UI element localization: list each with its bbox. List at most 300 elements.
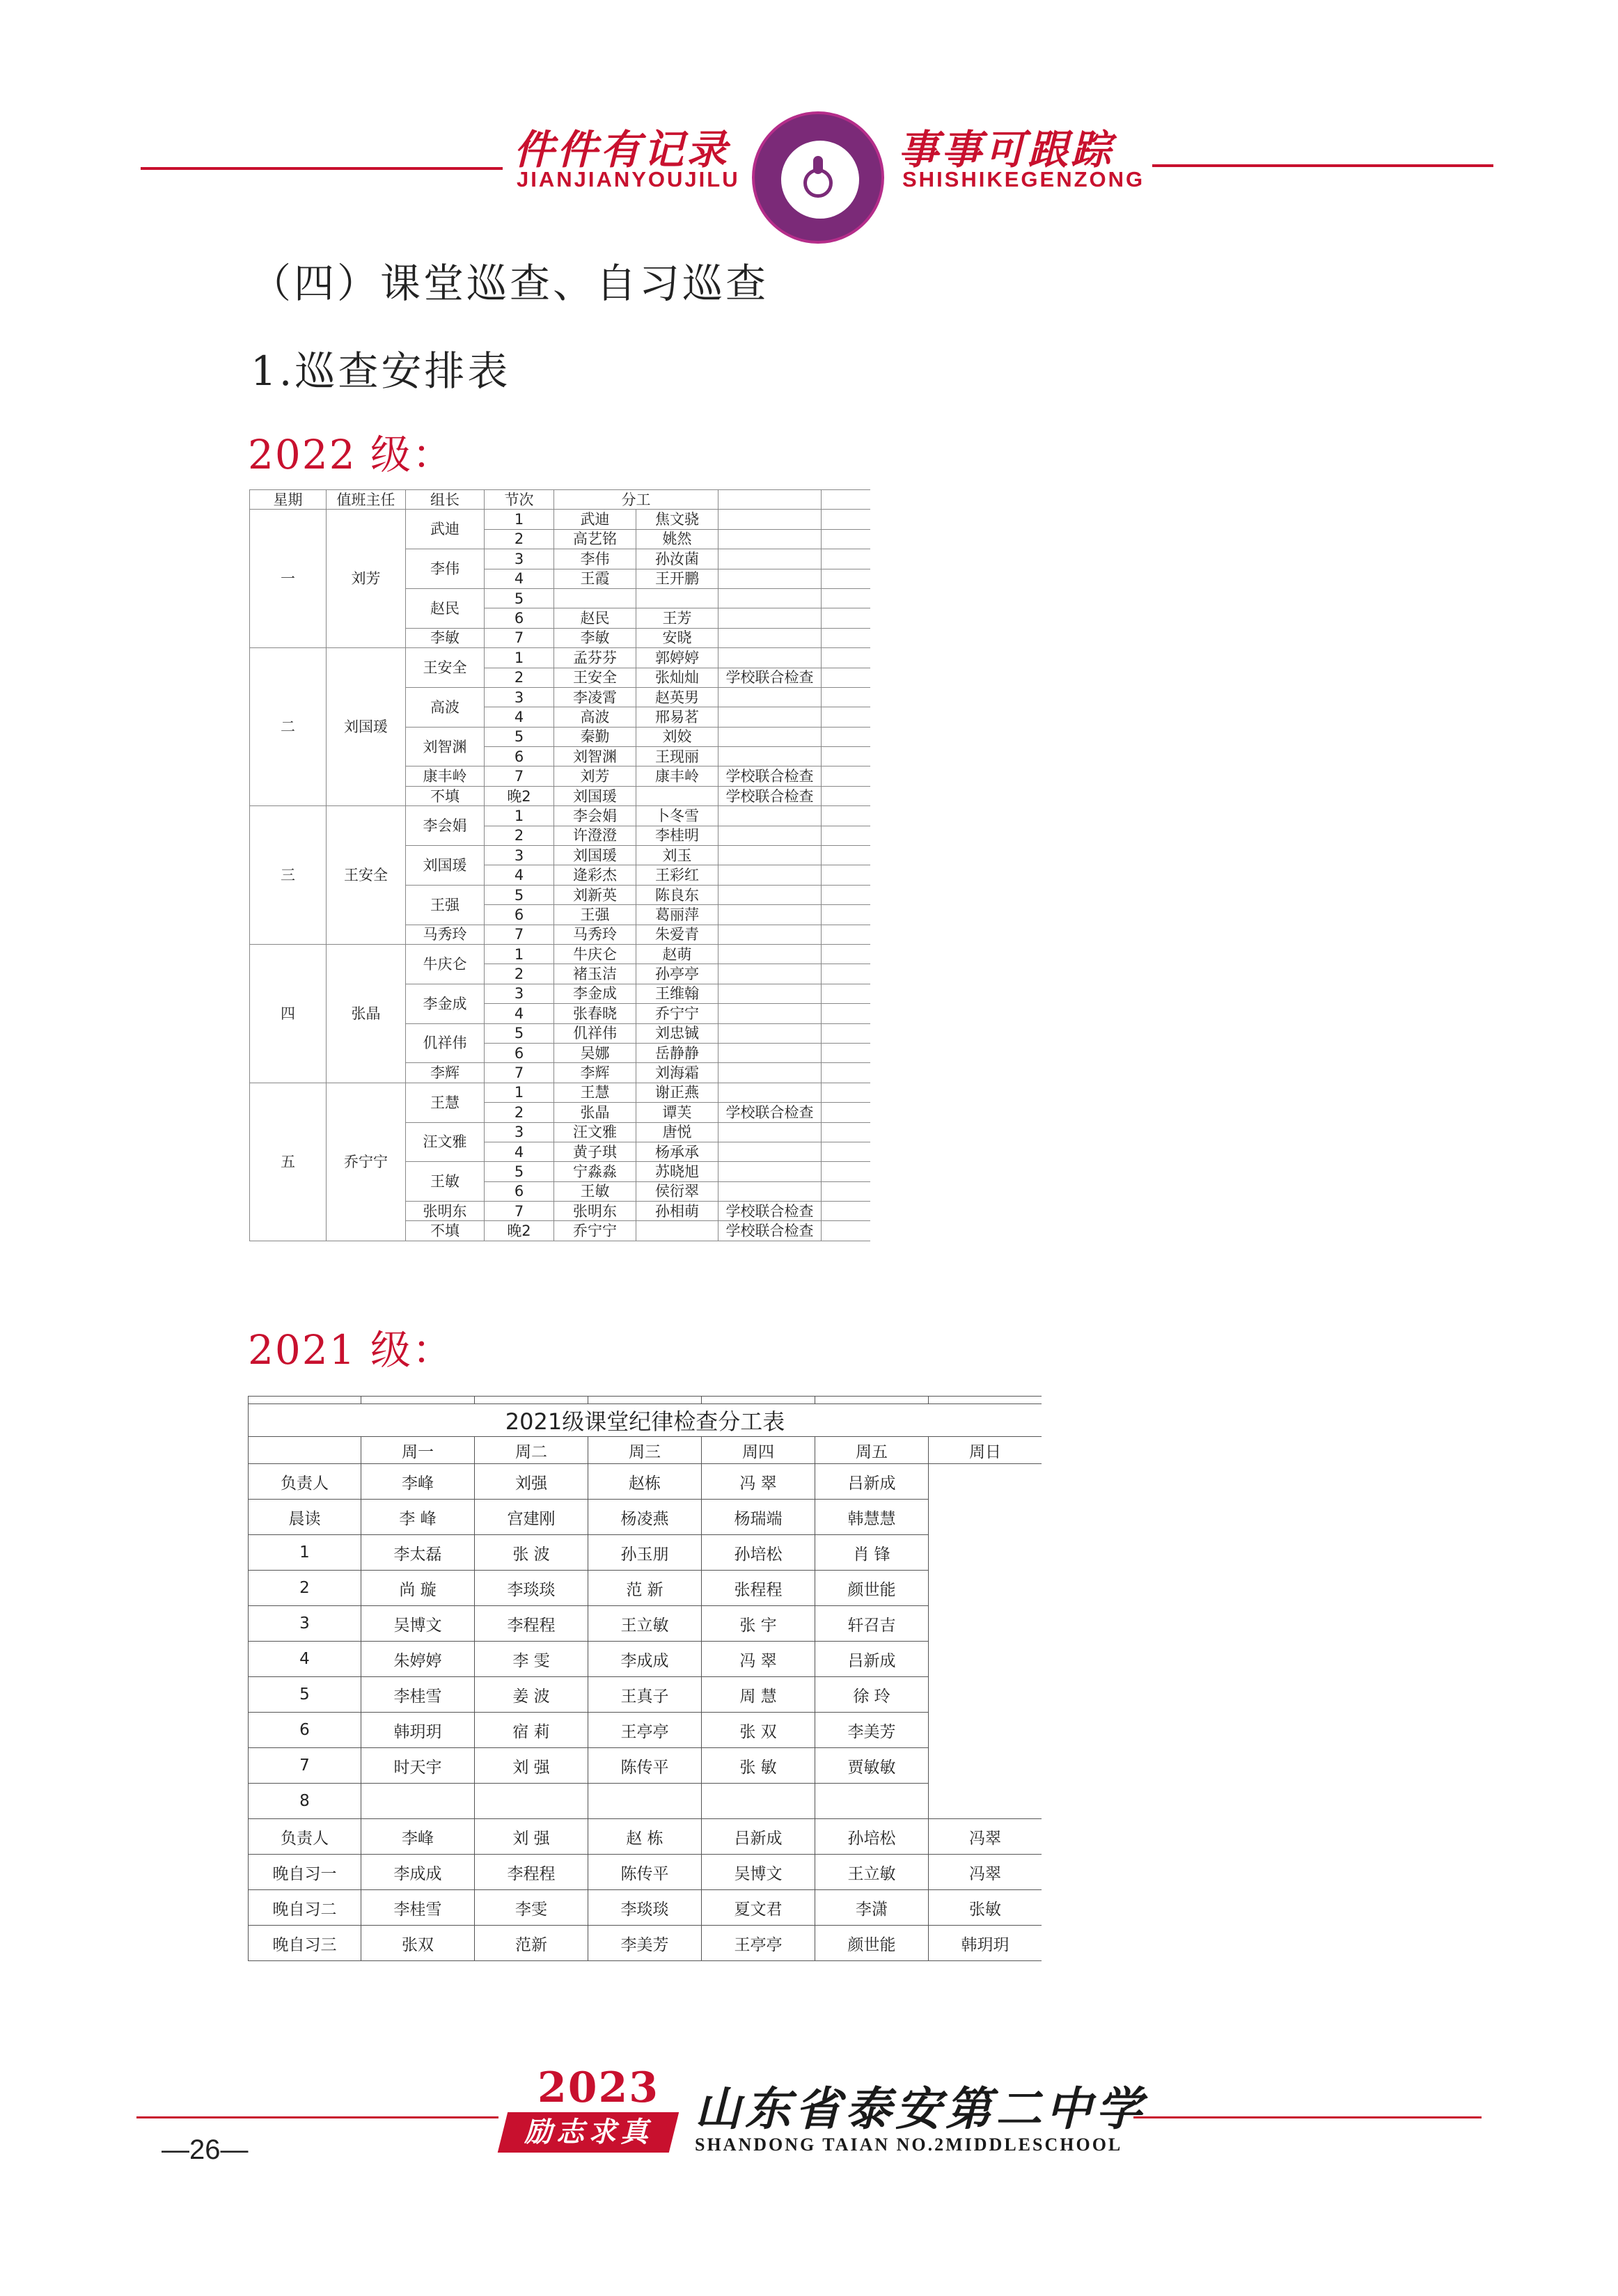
note-cell bbox=[718, 1142, 822, 1161]
note-cell bbox=[718, 747, 822, 766]
group-leader-cell: 李会娟 bbox=[406, 806, 485, 846]
assignee-cell: 王安全 bbox=[554, 668, 636, 687]
empty-cell bbox=[822, 648, 871, 668]
assignee-cell: 王亭亭 bbox=[588, 1713, 702, 1748]
assignee-cell: 刘新英 bbox=[554, 885, 636, 904]
weekday-cell: 四 bbox=[250, 944, 327, 1083]
assignee-cell: 李美芳 bbox=[815, 1713, 929, 1748]
assignee-cell: 吕新成 bbox=[702, 1819, 815, 1855]
empty-cell bbox=[822, 984, 871, 1003]
duty-director-cell: 张晶 bbox=[327, 944, 406, 1083]
assignee-cell: 王真子 bbox=[588, 1677, 702, 1713]
duty-director-cell: 刘芳 bbox=[327, 510, 406, 648]
empty-cell bbox=[588, 1397, 702, 1404]
table-2021-row bbox=[249, 1677, 1042, 1713]
assignee-cell: 唐悦 bbox=[636, 1122, 718, 1142]
group-leader-cell: 李金成 bbox=[406, 984, 485, 1023]
note-cell: 学校联合检查 bbox=[718, 668, 822, 687]
assignee-cell: 马秀玲 bbox=[554, 925, 636, 944]
assignee-cell: 吴娜 bbox=[554, 1043, 636, 1062]
weekday-cell: 三 bbox=[250, 806, 327, 945]
assignee-cell: 杨承承 bbox=[636, 1142, 718, 1161]
period-cell: 5 bbox=[485, 727, 554, 746]
row-label-cell: 4 bbox=[249, 1642, 361, 1677]
assignee-cell: 刘国瑗 bbox=[554, 786, 636, 805]
table-2021-header-cell: 周五 bbox=[815, 1437, 929, 1464]
assignee-cell: 冯翠 bbox=[929, 1819, 1042, 1855]
assignee-cell: 黄子琪 bbox=[554, 1142, 636, 1161]
note-cell bbox=[718, 905, 822, 925]
section-title: （四）课堂巡查、自习巡查 bbox=[251, 260, 769, 307]
note-cell bbox=[718, 1162, 822, 1181]
assignee-cell: 李程程 bbox=[475, 1855, 588, 1890]
table-2021-header-cell: 周二 bbox=[475, 1437, 588, 1464]
row-label-cell: 2 bbox=[249, 1571, 361, 1606]
assignee-cell: 张 波 bbox=[475, 1535, 588, 1571]
period-cell: 4 bbox=[485, 569, 554, 588]
duty-director-cell: 刘国瑗 bbox=[327, 648, 406, 806]
assignee-cell: 赵英男 bbox=[636, 687, 718, 707]
assignee-cell: 孙相萌 bbox=[636, 1202, 718, 1221]
group-leader-cell: 李伟 bbox=[406, 549, 485, 589]
note-cell bbox=[718, 1023, 822, 1043]
period-cell: 2 bbox=[485, 964, 554, 984]
assignee-cell: 张春晓 bbox=[554, 1004, 636, 1023]
note-cell: 学校联合检查 bbox=[718, 786, 822, 805]
empty-cell bbox=[822, 865, 871, 885]
period-cell: 1 bbox=[485, 806, 554, 826]
empty-cell bbox=[822, 964, 871, 984]
assignee-cell: 王维翰 bbox=[636, 984, 718, 1003]
group-leader-cell: 武迪 bbox=[406, 510, 485, 549]
assignee-cell: 王霞 bbox=[554, 569, 636, 588]
assignee-cell: 张 双 bbox=[702, 1713, 815, 1748]
period-cell: 3 bbox=[485, 687, 554, 707]
grade-2021-label: 2021 级： bbox=[248, 1326, 455, 1374]
assignee-cell: 吕新成 bbox=[815, 1464, 929, 1500]
assignee-cell: 赵萌 bbox=[636, 944, 718, 964]
duty-director-cell: 王安全 bbox=[327, 806, 406, 945]
assignee-cell: 王彩红 bbox=[636, 865, 718, 885]
period-cell: 5 bbox=[485, 1023, 554, 1043]
assignee-cell: 李辉 bbox=[554, 1063, 636, 1083]
school-seal-logo bbox=[752, 111, 884, 244]
assignee-cell bbox=[361, 1784, 475, 1819]
assignee-cell: 韩慧慧 bbox=[815, 1500, 929, 1535]
assignee-cell: 范新 bbox=[475, 1926, 588, 1961]
assignee-cell: 李琰琰 bbox=[475, 1571, 588, 1606]
empty-cell bbox=[822, 1083, 871, 1102]
assignee-cell: 陈良东 bbox=[636, 885, 718, 904]
group-leader-cell: 不填 bbox=[406, 786, 485, 805]
assignee-cell: 李雯 bbox=[475, 1890, 588, 1926]
empty-cell bbox=[822, 944, 871, 964]
empty-cell bbox=[822, 1004, 871, 1023]
assignee-cell: 孟芬芬 bbox=[554, 648, 636, 668]
assignee-cell: 刘 强 bbox=[475, 1819, 588, 1855]
note-cell bbox=[718, 984, 822, 1003]
note-cell bbox=[718, 608, 822, 628]
note-cell: 学校联合检查 bbox=[718, 1103, 822, 1122]
table-2022-row bbox=[250, 510, 871, 529]
assignee-cell: 王慧 bbox=[554, 1083, 636, 1102]
footer-rule-left bbox=[136, 2116, 498, 2118]
assignee-cell: 周 慧 bbox=[702, 1677, 815, 1713]
period-cell: 7 bbox=[485, 925, 554, 944]
table-2022-row bbox=[250, 806, 871, 826]
note-cell bbox=[718, 1043, 822, 1062]
table-2021-row bbox=[249, 1713, 1042, 1748]
note-cell bbox=[718, 865, 822, 885]
assignee-cell: 许澄澄 bbox=[554, 826, 636, 845]
table-2021-row bbox=[249, 1606, 1042, 1642]
assignee-cell: 刘忠铖 bbox=[636, 1023, 718, 1043]
assignee-cell: 李美芳 bbox=[588, 1926, 702, 1961]
note-cell bbox=[718, 707, 822, 727]
assignee-cell: 冯 翠 bbox=[702, 1464, 815, 1500]
header-pinyin-left: JIANJIANYOUJILU bbox=[517, 167, 740, 191]
assignee-cell: 陈传平 bbox=[588, 1855, 702, 1890]
table-2022-header-row bbox=[250, 490, 871, 510]
empty-cell bbox=[249, 1397, 361, 1404]
period-cell: 3 bbox=[485, 984, 554, 1003]
assignee-cell: 苏晓旭 bbox=[636, 1162, 718, 1181]
empty-cell bbox=[929, 1397, 1042, 1404]
period-cell: 1 bbox=[485, 1083, 554, 1102]
table-2021-row bbox=[249, 1464, 1042, 1500]
assignee-cell: 乔宁宁 bbox=[636, 1004, 718, 1023]
empty-cell bbox=[822, 826, 871, 845]
table-2022-header-cell bbox=[718, 490, 822, 510]
period-cell: 7 bbox=[485, 1063, 554, 1083]
weekday-cell: 二 bbox=[250, 648, 327, 806]
header-rule-right bbox=[1152, 164, 1493, 167]
period-cell: 7 bbox=[485, 766, 554, 786]
assignee-cell: 牛庆仑 bbox=[554, 944, 636, 964]
empty-cell bbox=[822, 1063, 871, 1083]
period-cell: 3 bbox=[485, 846, 554, 865]
period-cell: 2 bbox=[485, 826, 554, 845]
weekday-cell: 一 bbox=[250, 510, 327, 648]
period-cell: 6 bbox=[485, 1043, 554, 1062]
footer-school-en: SHANDONG TAIAN NO.2MIDDLESCHOOL bbox=[695, 2134, 1123, 2155]
row-label-cell: 1 bbox=[249, 1535, 361, 1571]
row-label-cell: 晨读 bbox=[249, 1500, 361, 1535]
assignee-cell: 仉祥伟 bbox=[554, 1023, 636, 1043]
assignee-cell: 刘国瑗 bbox=[554, 846, 636, 865]
note-cell bbox=[718, 846, 822, 865]
weekday-cell: 五 bbox=[250, 1083, 327, 1241]
note-cell bbox=[718, 549, 822, 569]
assignee-cell: 宫建刚 bbox=[475, 1500, 588, 1535]
assignee-cell: 王立敏 bbox=[815, 1855, 929, 1890]
note-cell bbox=[718, 588, 822, 608]
table-2021-title: 2021级课堂纪律检查分工表 bbox=[249, 1404, 1042, 1437]
assignee-cell: 颜世能 bbox=[815, 1571, 929, 1606]
assignee-cell: 谢正燕 bbox=[636, 1083, 718, 1102]
table-2021-header-cell: 周一 bbox=[361, 1437, 475, 1464]
assignee-cell: 赵栋 bbox=[588, 1464, 702, 1500]
row-label-cell: 6 bbox=[249, 1713, 361, 1748]
assignee-cell: 张程程 bbox=[702, 1571, 815, 1606]
header-rule-left bbox=[141, 167, 503, 170]
assignee-cell: 逄彩杰 bbox=[554, 865, 636, 885]
assignee-cell: 王立敏 bbox=[588, 1606, 702, 1642]
table-2021-row bbox=[249, 1642, 1042, 1677]
assignee-cell: 王敏 bbox=[554, 1181, 636, 1201]
empty-cell bbox=[822, 668, 871, 687]
assignee-cell: 刘强 bbox=[475, 1464, 588, 1500]
header-slogan-right: 事事可跟踪 bbox=[898, 126, 1115, 173]
assignee-cell: 李金成 bbox=[554, 984, 636, 1003]
group-leader-cell: 仉祥伟 bbox=[406, 1023, 485, 1063]
note-cell bbox=[718, 806, 822, 826]
table-2022-row bbox=[250, 1083, 871, 1102]
period-cell: 1 bbox=[485, 510, 554, 529]
empty-cell bbox=[815, 1397, 929, 1404]
assignee-cell: 李潇 bbox=[815, 1890, 929, 1926]
empty-cell bbox=[822, 569, 871, 588]
assignee-cell: 李成成 bbox=[588, 1642, 702, 1677]
group-leader-cell: 李辉 bbox=[406, 1063, 485, 1083]
empty-cell bbox=[822, 905, 871, 925]
assignee-cell: 李琰琰 bbox=[588, 1890, 702, 1926]
assignee-cell: 冯翠 bbox=[929, 1855, 1042, 1890]
empty-cell bbox=[822, 608, 871, 628]
assignee-cell: 吴博文 bbox=[702, 1855, 815, 1890]
assignee-cell: 徐 玲 bbox=[815, 1677, 929, 1713]
assignee-cell: 王开鹏 bbox=[636, 569, 718, 588]
assignee-cell: 张晶 bbox=[554, 1103, 636, 1122]
row-label-cell: 负责人 bbox=[249, 1819, 361, 1855]
assignee-cell: 朱爱青 bbox=[636, 925, 718, 944]
period-cell: 6 bbox=[485, 747, 554, 766]
note-cell bbox=[718, 510, 822, 529]
assignee-cell: 陈传平 bbox=[588, 1748, 702, 1784]
note-cell: 学校联合检查 bbox=[718, 1221, 822, 1241]
assignee-cell: 张双 bbox=[361, 1926, 475, 1961]
assignee-cell: 杨瑞端 bbox=[702, 1500, 815, 1535]
assignee-cell: 孙汝菌 bbox=[636, 549, 718, 569]
assignee-cell: 李峰 bbox=[361, 1464, 475, 1500]
assignee-cell: 刘智渊 bbox=[554, 747, 636, 766]
assignee-cell: 李伟 bbox=[554, 549, 636, 569]
assignee-cell: 李成成 bbox=[361, 1855, 475, 1890]
assignee-cell: 肖 锋 bbox=[815, 1535, 929, 1571]
note-cell bbox=[718, 628, 822, 647]
empty-cell bbox=[822, 1142, 871, 1161]
table-2022-header-cell: 值班主任 bbox=[327, 490, 406, 510]
row-label-cell: 7 bbox=[249, 1748, 361, 1784]
table-2021-title-row bbox=[249, 1404, 1042, 1437]
assignee-cell: 韩玥玥 bbox=[929, 1926, 1042, 1961]
group-leader-cell: 不填 bbox=[406, 1221, 485, 1241]
assignee-cell: 赵 栋 bbox=[588, 1819, 702, 1855]
group-leader-cell: 高波 bbox=[406, 687, 485, 727]
empty-cell bbox=[822, 747, 871, 766]
assignee-cell: 孙玉朋 bbox=[588, 1535, 702, 1571]
assignee-cell: 吴博文 bbox=[361, 1606, 475, 1642]
assignee-cell: 高艺铭 bbox=[554, 529, 636, 549]
table-2022-row bbox=[250, 648, 871, 668]
subsection-title: 1.巡查安排表 bbox=[251, 347, 511, 395]
note-cell bbox=[718, 1063, 822, 1083]
period-cell: 5 bbox=[485, 885, 554, 904]
sunday-merged-cell bbox=[929, 1464, 1042, 1819]
header-slogan-left: 件件有记录 bbox=[514, 126, 730, 173]
table-2021-header-cell: 周日 bbox=[929, 1437, 1042, 1464]
table-2022-header-cell: 节次 bbox=[485, 490, 554, 510]
table-2021-row bbox=[249, 1535, 1042, 1571]
note-cell bbox=[718, 727, 822, 746]
period-cell: 1 bbox=[485, 944, 554, 964]
note-cell bbox=[718, 925, 822, 944]
note-cell bbox=[718, 1181, 822, 1201]
empty-cell bbox=[822, 687, 871, 707]
note-cell bbox=[718, 648, 822, 668]
assignee-cell: 褚玉洁 bbox=[554, 964, 636, 984]
assignee-cell: 王芳 bbox=[636, 608, 718, 628]
empty-cell bbox=[822, 1122, 871, 1142]
empty-cell bbox=[822, 1202, 871, 1221]
assignee-cell: 安晓 bbox=[636, 628, 718, 647]
table-2021-header-cell bbox=[249, 1437, 361, 1464]
footer-rule-right bbox=[1133, 2116, 1482, 2118]
group-leader-cell: 王强 bbox=[406, 885, 485, 925]
period-cell: 6 bbox=[485, 905, 554, 925]
assignee-cell: 时天宇 bbox=[361, 1748, 475, 1784]
period-cell: 7 bbox=[485, 628, 554, 647]
assignee-cell bbox=[475, 1784, 588, 1819]
empty-cell bbox=[822, 1181, 871, 1201]
assignee-cell: 范 新 bbox=[588, 1571, 702, 1606]
assignee-cell: 朱婷婷 bbox=[361, 1642, 475, 1677]
assignee-cell: 李 雯 bbox=[475, 1642, 588, 1677]
table-2021-row bbox=[249, 1571, 1042, 1606]
assignee-cell bbox=[588, 1784, 702, 1819]
assignee-cell bbox=[636, 1221, 718, 1241]
assignee-cell: 冯 翠 bbox=[702, 1642, 815, 1677]
page-number: —26— bbox=[162, 2134, 249, 2165]
duty-director-cell: 乔宁宁 bbox=[327, 1083, 406, 1241]
empty-cell bbox=[361, 1397, 475, 1404]
table-2021-evening-row bbox=[249, 1890, 1042, 1926]
empty-cell bbox=[822, 1043, 871, 1062]
empty-cell bbox=[475, 1397, 588, 1404]
empty-cell bbox=[822, 1023, 871, 1043]
assignee-cell: 李峰 bbox=[361, 1819, 475, 1855]
group-leader-cell: 刘国瑗 bbox=[406, 846, 485, 886]
table-2022-header-cell: 星期 bbox=[250, 490, 327, 510]
table-2021-header-cell: 周四 bbox=[702, 1437, 815, 1464]
assignee-cell bbox=[815, 1784, 929, 1819]
table-2021-evening-row bbox=[249, 1819, 1042, 1855]
table-2021-row bbox=[249, 1500, 1042, 1535]
period-cell: 4 bbox=[485, 865, 554, 885]
assignee-cell: 姜 波 bbox=[475, 1677, 588, 1713]
group-leader-cell: 王敏 bbox=[406, 1162, 485, 1202]
assignee-cell: 孙培松 bbox=[702, 1535, 815, 1571]
assignee-cell: 焦文骁 bbox=[636, 510, 718, 529]
table-2021-inspection bbox=[248, 1396, 1042, 2002]
assignee-cell bbox=[702, 1784, 815, 1819]
assignee-cell: 邢易茗 bbox=[636, 707, 718, 727]
assignee-cell: 赵民 bbox=[554, 608, 636, 628]
empty-cell bbox=[822, 766, 871, 786]
assignee-cell: 王强 bbox=[554, 905, 636, 925]
group-leader-cell: 牛庆仑 bbox=[406, 944, 485, 984]
assignee-cell: 王亭亭 bbox=[702, 1926, 815, 1961]
assignee-cell: 孙培松 bbox=[815, 1819, 929, 1855]
assignee-cell: 乔宁宁 bbox=[554, 1221, 636, 1241]
assignee-cell: 王现丽 bbox=[636, 747, 718, 766]
row-label-cell: 8 bbox=[249, 1784, 361, 1819]
assignee-cell: 李桂明 bbox=[636, 826, 718, 845]
assignee-cell bbox=[636, 588, 718, 608]
assignee-cell: 武迪 bbox=[554, 510, 636, 529]
period-cell: 4 bbox=[485, 707, 554, 727]
note-cell bbox=[718, 1122, 822, 1142]
empty-cell bbox=[822, 510, 871, 529]
assignee-cell: 张 宇 bbox=[702, 1606, 815, 1642]
assignee-cell: 杨凌燕 bbox=[588, 1500, 702, 1535]
period-cell: 4 bbox=[485, 1142, 554, 1161]
table-2022-header-cell: 分工 bbox=[554, 490, 718, 510]
period-cell: 5 bbox=[485, 588, 554, 608]
assignee-cell: 刘海霜 bbox=[636, 1063, 718, 1083]
group-leader-cell: 刘智渊 bbox=[406, 727, 485, 766]
assignee-cell: 宁淼淼 bbox=[554, 1162, 636, 1181]
note-cell bbox=[718, 569, 822, 588]
footer-year: 2023 bbox=[537, 2063, 659, 2112]
empty-cell bbox=[822, 806, 871, 826]
assignee-cell: 刘玉 bbox=[636, 846, 718, 865]
empty-cell bbox=[822, 885, 871, 904]
group-leader-cell: 赵民 bbox=[406, 588, 485, 628]
assignee-cell: 李 峰 bbox=[361, 1500, 475, 1535]
period-cell: 7 bbox=[485, 1202, 554, 1221]
period-cell: 6 bbox=[485, 608, 554, 628]
period-cell: 3 bbox=[485, 1122, 554, 1142]
assignee-cell: 高波 bbox=[554, 707, 636, 727]
period-cell: 2 bbox=[485, 529, 554, 549]
assignee-cell: 尚 璇 bbox=[361, 1571, 475, 1606]
table-2022-duty bbox=[249, 489, 870, 1289]
assignee-cell: 侯衍翠 bbox=[636, 1181, 718, 1201]
empty-cell bbox=[822, 846, 871, 865]
assignee-cell: 轩召吉 bbox=[815, 1606, 929, 1642]
group-leader-cell: 张明东 bbox=[406, 1202, 485, 1221]
empty-cell bbox=[822, 1162, 871, 1181]
assignee-cell: 韩玥玥 bbox=[361, 1713, 475, 1748]
table-2021-row bbox=[249, 1784, 1042, 1819]
assignee-cell: 张 敏 bbox=[702, 1748, 815, 1784]
group-leader-cell: 马秀玲 bbox=[406, 925, 485, 944]
footer-school-name: 山东省泰安第二中学 bbox=[695, 2082, 1146, 2136]
assignee-cell: 李会娟 bbox=[554, 806, 636, 826]
row-label-cell: 3 bbox=[249, 1606, 361, 1642]
assignee-cell: 张明东 bbox=[554, 1202, 636, 1221]
period-cell: 晚2 bbox=[485, 786, 554, 805]
note-cell bbox=[718, 529, 822, 549]
table-2021-evening-row bbox=[249, 1926, 1042, 1961]
assignee-cell: 岳静静 bbox=[636, 1043, 718, 1062]
table-2021-evening-row bbox=[249, 1855, 1042, 1890]
assignee-cell: 秦勤 bbox=[554, 727, 636, 746]
period-cell: 2 bbox=[485, 668, 554, 687]
empty-cell bbox=[822, 549, 871, 569]
assignee-cell: 郭婷婷 bbox=[636, 648, 718, 668]
